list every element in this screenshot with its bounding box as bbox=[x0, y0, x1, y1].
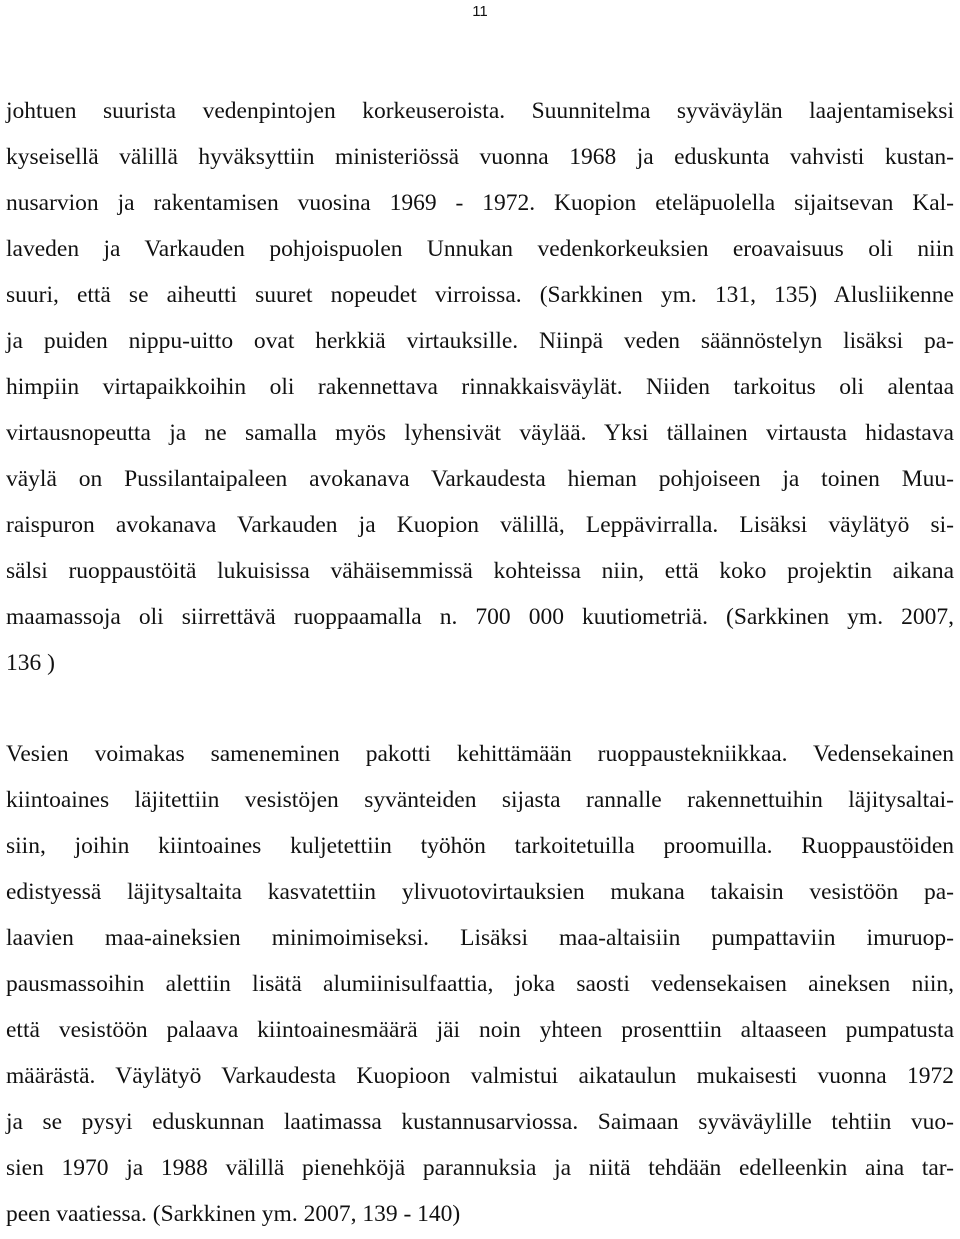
text-line: kyseisellä välillä hyväksyttiin ministeriössä vuonna 1968 ja eduskunta vahvisti kustan- bbox=[6, 144, 954, 170]
text-line: himpiin virtapaikkoihin oli rakennettava rinnakkaisväylät. Niiden tarkoitus oli alentaa bbox=[6, 374, 954, 400]
text-line: laveden ja Varkauden pohjoispuolen Unnukan vedenkorkeuksien eroavaisuus oli niin bbox=[6, 236, 954, 262]
text-line: siin, joihin kiintoaines kuljetettiin työhön tarkoitetuilla proomuilla. Ruoppaustöiden bbox=[6, 833, 954, 859]
text-line: kiintoaines läjitettiin vesistöjen syvänteiden sijasta rannalle rakennettuihin läjitysaltai- bbox=[6, 787, 954, 813]
text-line: nusarvion ja rakentamisen vuosina 1969 - 1972. Kuopion eteläpuolella sijaitsevan Kal- bbox=[6, 190, 954, 216]
text-line: maamassoja oli siirrettävä ruoppaamalla n. 700 000 kuutiometriä. (Sarkkinen ym. 2007, bbox=[6, 604, 954, 630]
text-line: peen vaatiessa. (Sarkkinen ym. 2007, 139 - 140) bbox=[6, 1201, 461, 1227]
text-line: edistyessä läjitysaltaita kasvatettiin ylivuotovirtauksien mukana takaisin vesistöön pa- bbox=[6, 879, 954, 905]
page-number: 11 bbox=[472, 3, 488, 20]
text-line: johtuen suurista vedenpintojen korkeuseroista. Suunnitelma syväväylän laajentamiseksi bbox=[6, 98, 954, 124]
text-line: virtausnopeutta ja ne samalla myös lyhensivät väylää. Yksi tällainen virtausta hidastava bbox=[6, 420, 954, 446]
text-line: sälsi ruoppaustöitä lukuisissa vähäisemmissä kohteissa niin, että koko projektin aikana bbox=[6, 558, 954, 584]
text-line: sien 1970 ja 1988 välillä pienehköjä parannuksia ja niitä tehdään edelleenkin aina tar- bbox=[6, 1155, 954, 1181]
text-line: että vesistöön palaava kiintoainesmäärä jäi noin yhteen prosenttiin altaaseen pumpatusta bbox=[6, 1017, 954, 1043]
text-line: väylä on Pussilantaipaleen avokanava Varkaudesta hieman pohjoiseen ja toinen Muu- bbox=[6, 466, 954, 492]
text-line: ja se pysyi eduskunnan laatimassa kustannusarviossa. Saimaan syväväylille tehtiin vuo- bbox=[6, 1109, 954, 1135]
text-line: laavien maa-aineksien minimoimiseksi. Lisäksi maa-altaisiin pumpattaviin imuruop- bbox=[6, 925, 954, 951]
text-line: ja puiden nippu-uitto ovat herkkiä virtauksille. Niinpä veden säännöstelyn lisäksi pa- bbox=[6, 328, 954, 354]
text-line: suuri, että se aiheutti suuret nopeudet virroissa. (Sarkkinen ym. 131, 135) Alusliikenne bbox=[6, 282, 954, 308]
text-line: pausmassoihin alettiin lisätä alumiinisulfaattia, joka saosti vedensekaisen aineksen niin, bbox=[6, 971, 954, 997]
text-line: Vesien voimakas sameneminen pakotti kehittämään ruoppaustekniikkaa. Vedensekainen bbox=[6, 741, 954, 767]
text-line: raispuron avokanava Varkauden ja Kuopion välillä, Leppävirralla. Lisäksi väylätyö si- bbox=[6, 512, 954, 538]
text-line: määrästä. Väylätyö Varkaudesta Kuopioon valmistui aikataulun mukaisesti vuonna 1972 bbox=[6, 1063, 954, 1089]
text-line: 136 ) bbox=[6, 650, 55, 676]
